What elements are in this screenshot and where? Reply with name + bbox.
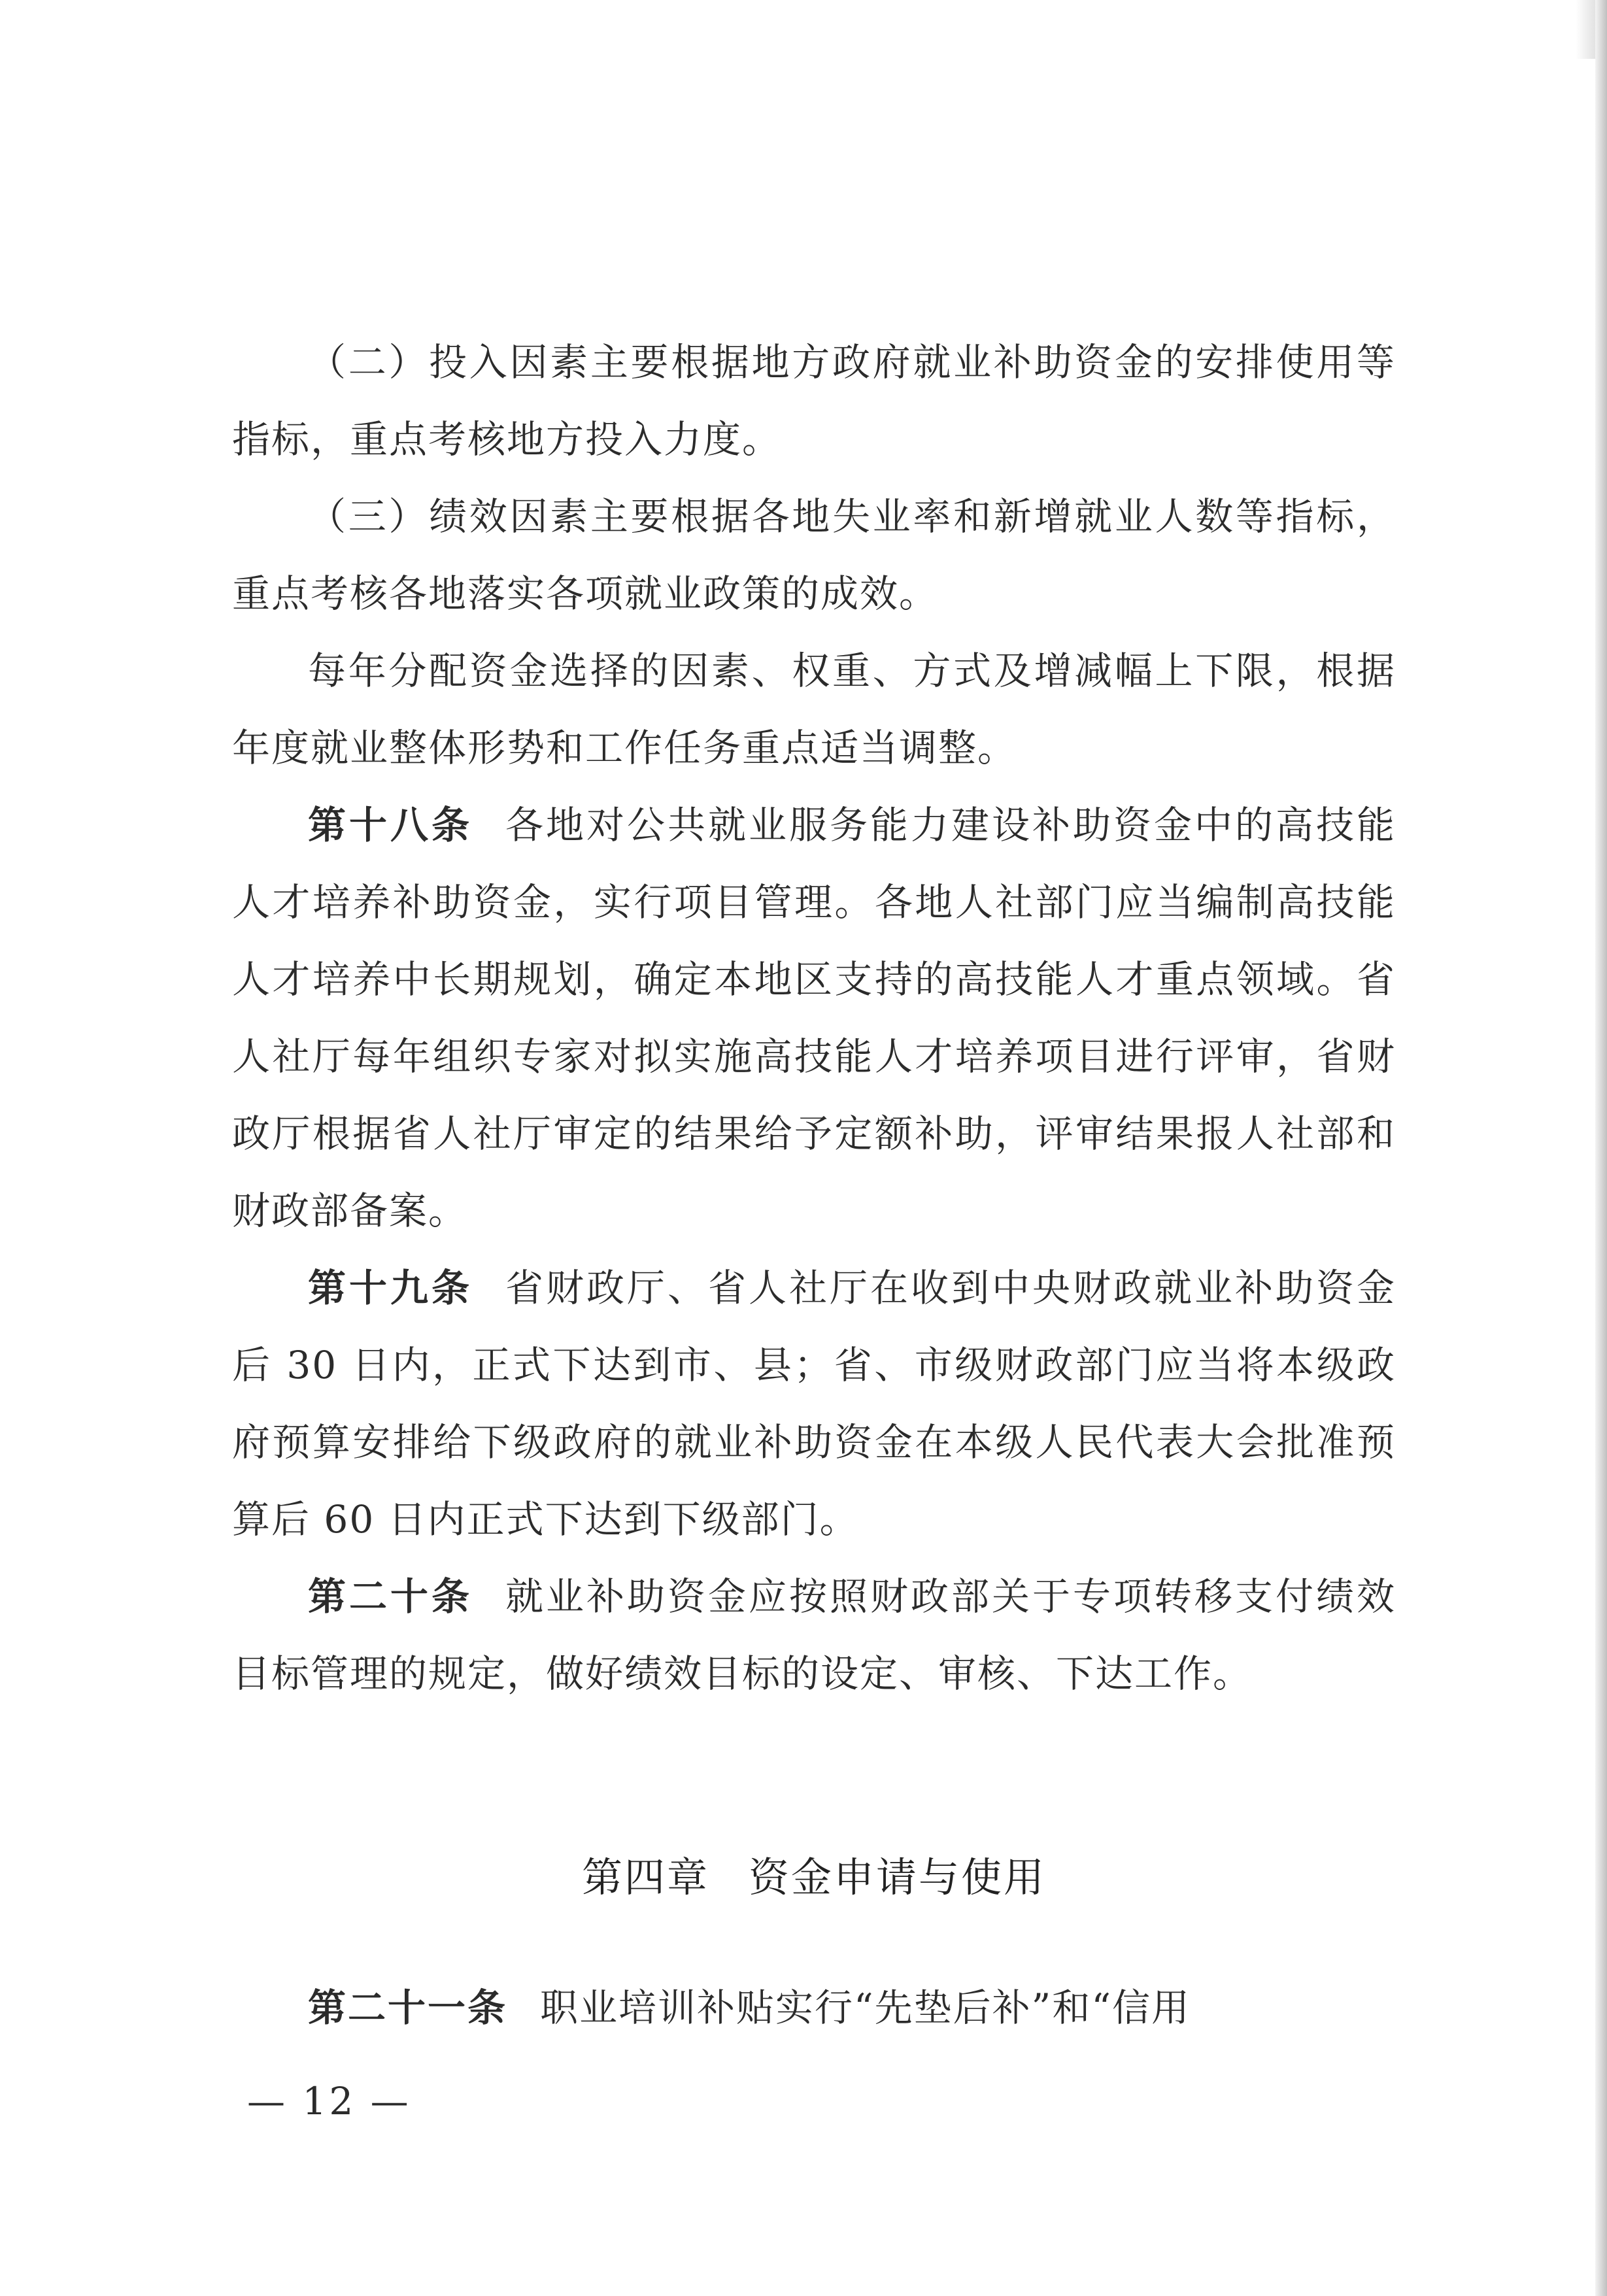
article-18-body: 各地对公共就业服务能力建设补助资金中的高技能人才培养补助资金，实行项目管理。各地人社部门应当编制高技能人才培养中长期规划，确定本地区支持的高技能人才重点领域。省人社厅每年组织专家对拟实施高技能人才培养项目进行评审，省财政厅根据省人社厅审定的结果给予定额补助，评审结果报人社部和财政部备案。: [232, 803, 1396, 1233]
article-19: [232, 1249, 1396, 1558]
article-19-title: 第十九条: [308, 1266, 473, 1310]
paragraph-annual-adjustment: 每年分配资金选择的因素、权重、方式及增减幅上下限，根据年度就业整体形势和工作任务重点适当调整。: [232, 649, 1396, 770]
article-21-paragraph: [232, 1969, 1396, 2046]
article-18-title: 第十八条: [308, 803, 473, 847]
scan-corner-shadow: [1576, 0, 1595, 59]
article-19-body: 省财政厅、省人社厅在收到中央财政就业补助资金后 30 日内，正式下达到市、县；省、市级财政部门应当将本级政府预算安排给下级政府的就业补助资金在本级人民代表大会批准预算后 60 日内正式下达到下级部门。: [232, 1266, 1396, 1542]
scan-edge-shadow: [1595, 0, 1607, 2296]
page-number: — 12 —: [247, 2079, 411, 2123]
article-20: [232, 1558, 1396, 1712]
chapter-number: 第四章: [581, 1853, 709, 1901]
article-21-title: 第二十一条: [308, 1985, 508, 2030]
article-20-body: 就业补助资金应按照财政部关于专项转移支付绩效目标管理的规定，做好绩效目标的设定、审核、下达工作。: [232, 1574, 1396, 1696]
body-text: [232, 324, 1396, 1712]
paragraph-investment-factor: （二）投入因素主要根据地方政府就业补助资金的安排使用等指标，重点考核地方投入力度。: [232, 340, 1396, 462]
article-21: [232, 1969, 1396, 2046]
article-21-body: 职业培训补贴实行“先垫后补”和“信用: [540, 1985, 1191, 2030]
paragraph-performance-factor: （三）绩效因素主要根据各地失业率和新增就业人数等指标，重点考核各地落实各项就业政策的成效。: [232, 494, 1396, 616]
chapter-heading: [232, 1845, 1396, 1903]
chapter-title: 资金申请与使用: [749, 1853, 1047, 1901]
article-18: [232, 786, 1396, 1249]
article-20-title: 第二十条: [308, 1574, 473, 1619]
